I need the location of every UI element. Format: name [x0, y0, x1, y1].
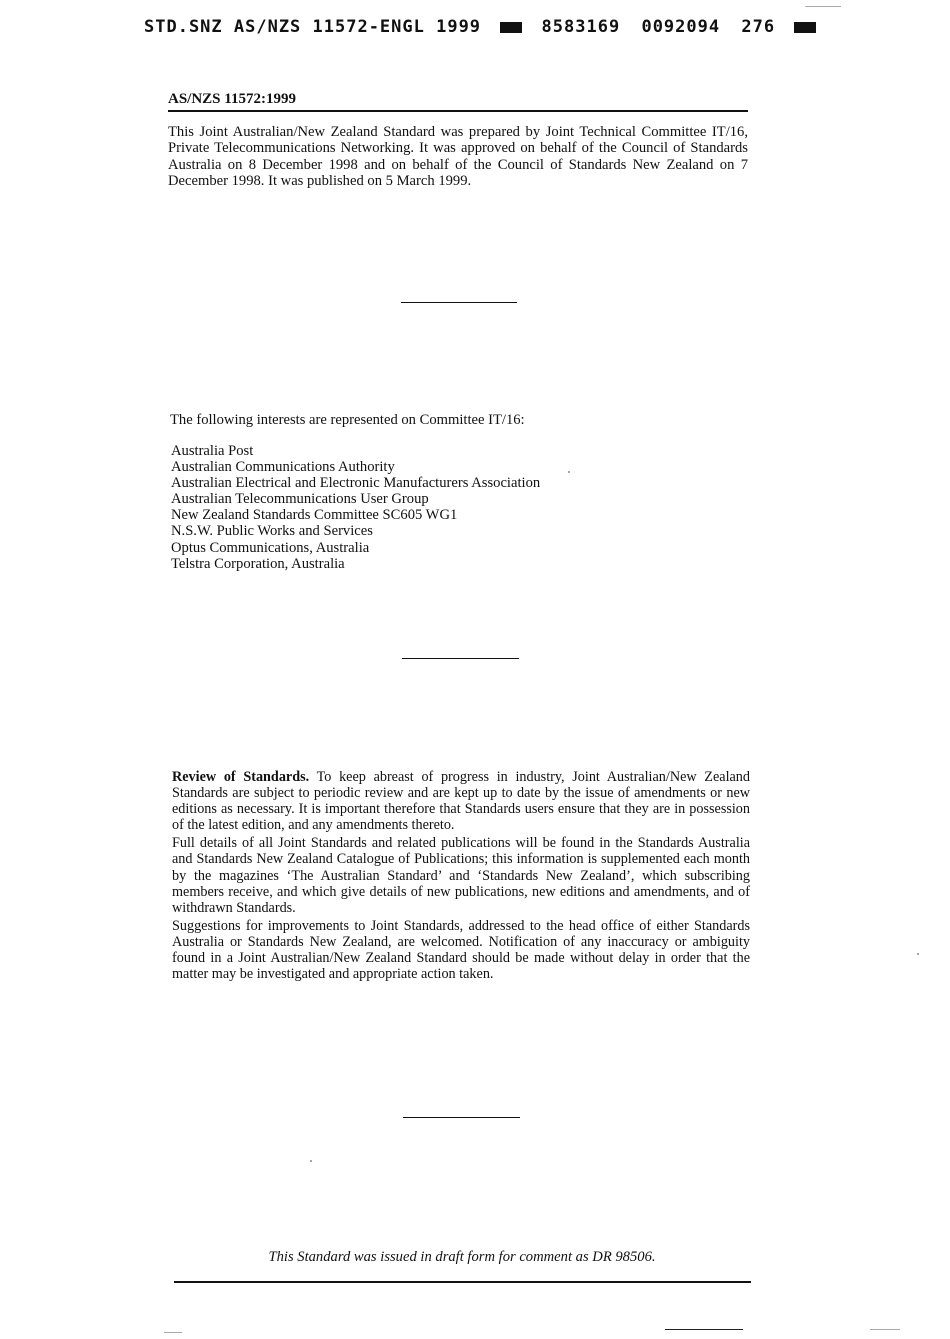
scan-edge-mark	[870, 1329, 900, 1330]
header-code-2: 0092094	[641, 17, 721, 37]
section-divider-3	[403, 1117, 520, 1118]
list-item: Australia Post	[171, 443, 254, 459]
header-catalog-code: STD.SNZ AS/NZS 11572-ENGL 1999	[144, 17, 482, 37]
review-text-1: To keep abreast of progress in industry, Joint Australian/New Zealand Standards are subject to periodic review and are kept up to date by the issue of amendments or new editions as necessary. It is important therefore that Standards users ensure that they are in possession of the latest edition, and any amendments thereto.	[172, 769, 750, 834]
section-divider-2	[402, 658, 519, 659]
list-item: N.S.W. Public Works and Services	[171, 523, 373, 540]
footer-rule	[174, 1281, 751, 1283]
committee-member-list	[171, 443, 540, 572]
list-item: Australian Telecommunications User Group	[171, 491, 429, 508]
review-heading: Review of Standards.	[172, 769, 310, 785]
list-item: Optus Communications, Australia	[171, 539, 370, 556]
draft-form-note: This Standard was issued in draft form for comment as DR 98506.	[268, 1249, 656, 1265]
review-of-standards-section	[172, 769, 750, 984]
committee-interests-title: The following interests are represented on Committee IT/16:	[170, 412, 525, 428]
intro-paragraph: This Joint Australian/New Zealand Standard was prepared by Joint Technical Committee IT/16, Private Telecommunications Networking. It was approved on behalf of the Council of Standards Australia on 8 December 1998 and on behalf of the Council of Standards New Zealand on 7 December 1998. It was published on 5 March 1999.	[168, 124, 748, 189]
scan-speck	[310, 1160, 312, 1162]
list-item: New Zealand Standards Committee SC605 WG1	[171, 507, 458, 524]
scan-speck	[917, 953, 919, 955]
scan-edge-mark	[164, 1332, 182, 1333]
review-paragraph-2: Full details of all Joint Standards and related publications will be found in the Standards Australia and Standards New Zealand Catalogue of Publications; this information is supplemented each month by the magazines ‘The Australian Standard’ and ‘Standards New Zealand’, which subscribing members receive, and which give details of new publications, new editions and amendments, and of withdrawn Standards.	[172, 835, 750, 916]
list-item: Australian Electrical and Electronic Manufacturers Association	[171, 475, 541, 492]
document-id-heading: AS/NZS 11572:1999	[168, 91, 748, 112]
section-divider-1	[401, 302, 517, 303]
list-item: Telstra Corporation, Australia	[171, 555, 345, 572]
scan-edge-mark	[665, 1329, 743, 1330]
black-block-marker	[500, 22, 522, 33]
scan-edge-mark	[805, 6, 841, 7]
scan-speck	[568, 471, 570, 473]
list-item: Australian Communications Authority	[171, 459, 395, 476]
black-block-marker-end	[794, 22, 816, 33]
header-code-1: 8583169	[541, 17, 621, 37]
review-paragraph-1	[172, 769, 750, 833]
header-code-3: 276	[741, 17, 776, 37]
scan-header	[144, 17, 794, 45]
review-paragraph-3: Suggestions for improvements to Joint Standards, addressed to the head office of either Standards Australia or Standards New Zealand, are welcomed. Notification of any inaccuracy or ambiguity found in a Joint Australian/New Zealand Standard should be made without delay in order that the matter may be investigated and appropriate action taken.	[172, 917, 750, 983]
